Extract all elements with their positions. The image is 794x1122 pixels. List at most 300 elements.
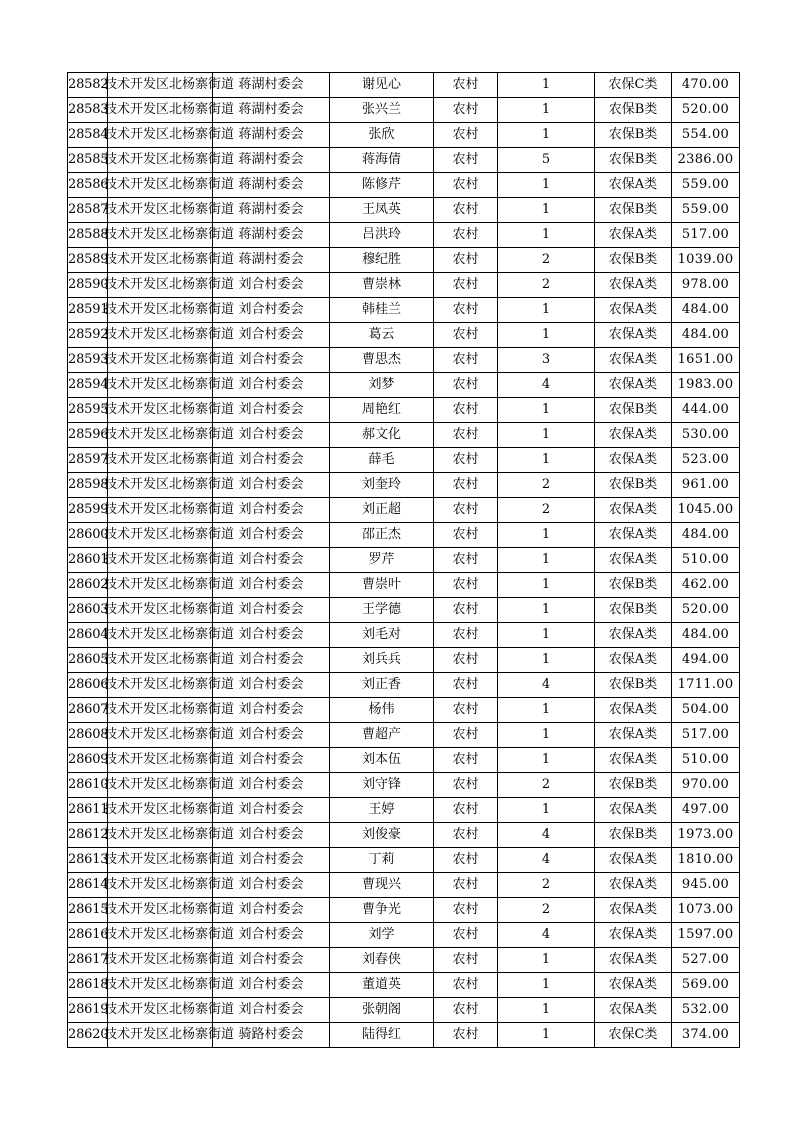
- amount-cell: 510.00: [672, 548, 740, 573]
- amount-cell: 961.00: [672, 473, 740, 498]
- record-id-cell: 28583: [68, 98, 108, 123]
- area-type-cell: 农村: [434, 623, 498, 648]
- record-id-cell: 28620: [68, 1023, 108, 1048]
- amount-cell: 374.00: [672, 1023, 740, 1048]
- member-count-cell: 2: [498, 873, 595, 898]
- member-count-cell: 3: [498, 348, 595, 373]
- town-text: 技术开发区北杨寨街道: [104, 252, 235, 267]
- village-cell: 刘合村委会: [213, 673, 330, 698]
- amount-cell: 1973.00: [672, 823, 740, 848]
- insurance-category-cell: 农保A类: [595, 698, 672, 723]
- village-cell: 刘合村委会: [213, 323, 330, 348]
- town-cell: [104, 373, 235, 398]
- town-text: 技术开发区北杨寨街道: [104, 577, 235, 592]
- person-name-cell: 邵正杰: [330, 523, 434, 548]
- record-id-cell: 28611: [68, 798, 108, 823]
- area-type-cell: 农村: [434, 823, 498, 848]
- insurance-category-cell: 农保B类: [595, 773, 672, 798]
- table-row: [68, 248, 740, 273]
- area-type-cell: 农村: [434, 998, 498, 1023]
- area-type-cell: 农村: [434, 923, 498, 948]
- member-count-cell: 1: [498, 648, 595, 673]
- town-cell: [104, 223, 235, 248]
- person-name-cell: 刘守锋: [330, 773, 434, 798]
- village-cell: 刘合村委会: [213, 698, 330, 723]
- town-cell: [104, 473, 235, 498]
- village-cell: 刘合村委会: [213, 598, 330, 623]
- member-count-cell: 1: [498, 623, 595, 648]
- table-row: [68, 773, 740, 798]
- person-name-cell: 陈修芹: [330, 173, 434, 198]
- amount-cell: 523.00: [672, 448, 740, 473]
- village-cell: 刘合村委会: [213, 523, 330, 548]
- table-row: [68, 273, 740, 298]
- person-name-cell: 丁莉: [330, 848, 434, 873]
- table-body: [68, 73, 740, 1048]
- person-name-cell: 曹现兴: [330, 873, 434, 898]
- table-row: [68, 798, 740, 823]
- insurance-category-cell: 农保A类: [595, 873, 672, 898]
- roster-table: [67, 72, 740, 1048]
- record-id-cell: 28590: [68, 273, 108, 298]
- record-id-cell: 28596: [68, 423, 108, 448]
- area-type-cell: 农村: [434, 198, 498, 223]
- town-text: 技术开发区北杨寨街道: [104, 152, 235, 167]
- record-id-cell: 28601: [68, 548, 108, 573]
- town-cell: [104, 623, 235, 648]
- area-type-cell: 农村: [434, 148, 498, 173]
- town-text: 技术开发区北杨寨街道: [104, 852, 235, 867]
- amount-cell: 520.00: [672, 98, 740, 123]
- person-name-cell: 罗芹: [330, 548, 434, 573]
- insurance-category-cell: 农保B类: [595, 673, 672, 698]
- area-type-cell: 农村: [434, 123, 498, 148]
- insurance-category-cell: 农保A类: [595, 223, 672, 248]
- table-row: [68, 448, 740, 473]
- area-type-cell: 农村: [434, 723, 498, 748]
- town-text: 技术开发区北杨寨街道: [104, 502, 235, 517]
- amount-cell: 1810.00: [672, 848, 740, 873]
- town-cell: [104, 598, 235, 623]
- member-count-cell: 2: [498, 773, 595, 798]
- village-cell: 刘合村委会: [213, 473, 330, 498]
- village-cell: 刘合村委会: [213, 373, 330, 398]
- member-count-cell: 2: [498, 248, 595, 273]
- person-name-cell: 谢见心: [330, 73, 434, 98]
- town-text: 技术开发区北杨寨街道: [104, 1027, 235, 1042]
- amount-cell: 559.00: [672, 173, 740, 198]
- insurance-category-cell: 农保A类: [595, 948, 672, 973]
- town-text: 技术开发区北杨寨街道: [104, 177, 235, 192]
- town-text: 技术开发区北杨寨街道: [104, 552, 235, 567]
- town-cell: [104, 73, 235, 98]
- person-name-cell: 陆得红: [330, 1023, 434, 1048]
- town-text: 技术开发区北杨寨街道: [104, 427, 235, 442]
- town-text: 技术开发区北杨寨街道: [104, 227, 235, 242]
- member-count-cell: 4: [498, 923, 595, 948]
- insurance-category-cell: 农保B类: [595, 823, 672, 848]
- person-name-cell: 蒋海倩: [330, 148, 434, 173]
- record-id-cell: 28584: [68, 123, 108, 148]
- amount-cell: 1039.00: [672, 248, 740, 273]
- amount-cell: 494.00: [672, 648, 740, 673]
- record-id-cell: 28606: [68, 673, 108, 698]
- amount-cell: 497.00: [672, 798, 740, 823]
- person-name-cell: 曹超产: [330, 723, 434, 748]
- town-text: 技术开发区北杨寨街道: [104, 452, 235, 467]
- amount-cell: 484.00: [672, 298, 740, 323]
- member-count-cell: 1: [498, 948, 595, 973]
- member-count-cell: 2: [498, 473, 595, 498]
- insurance-category-cell: 农保B类: [595, 148, 672, 173]
- record-id-cell: 28605: [68, 648, 108, 673]
- town-text: 技术开发区北杨寨街道: [104, 777, 235, 792]
- area-type-cell: 农村: [434, 948, 498, 973]
- table-row: [68, 698, 740, 723]
- record-id-cell: 28585: [68, 148, 108, 173]
- insurance-category-cell: 农保A类: [595, 898, 672, 923]
- town-cell: [104, 648, 235, 673]
- record-id-cell: 28587: [68, 198, 108, 223]
- member-count-cell: 1: [498, 998, 595, 1023]
- table-row: [68, 473, 740, 498]
- area-type-cell: 农村: [434, 423, 498, 448]
- member-count-cell: 1: [498, 448, 595, 473]
- town-cell: [104, 848, 235, 873]
- table-row: [68, 848, 740, 873]
- town-text: 技术开发区北杨寨街道: [104, 377, 235, 392]
- town-text: 技术开发区北杨寨街道: [104, 702, 235, 717]
- person-name-cell: 王学德: [330, 598, 434, 623]
- person-name-cell: 刘春侠: [330, 948, 434, 973]
- person-name-cell: 刘本伍: [330, 748, 434, 773]
- table-row: [68, 623, 740, 648]
- town-cell: [104, 973, 235, 998]
- member-count-cell: 1: [498, 523, 595, 548]
- person-name-cell: 曹争光: [330, 898, 434, 923]
- town-cell: [104, 348, 235, 373]
- record-id-cell: 28602: [68, 573, 108, 598]
- person-name-cell: 董道英: [330, 973, 434, 998]
- village-cell: 刘合村委会: [213, 823, 330, 848]
- area-type-cell: 农村: [434, 273, 498, 298]
- record-id-cell: 28589: [68, 248, 108, 273]
- area-type-cell: 农村: [434, 698, 498, 723]
- town-cell: [104, 923, 235, 948]
- table-row: [68, 598, 740, 623]
- table-row: [68, 223, 740, 248]
- area-type-cell: 农村: [434, 773, 498, 798]
- town-text: 技术开发区北杨寨街道: [104, 902, 235, 917]
- member-count-cell: 1: [498, 598, 595, 623]
- table-row: [68, 73, 740, 98]
- amount-cell: 569.00: [672, 973, 740, 998]
- record-id-cell: 28616: [68, 923, 108, 948]
- person-name-cell: 曹思杰: [330, 348, 434, 373]
- village-cell: 刘合村委会: [213, 973, 330, 998]
- village-cell: 刘合村委会: [213, 948, 330, 973]
- member-count-cell: 1: [498, 698, 595, 723]
- record-id-cell: 28614: [68, 873, 108, 898]
- insurance-category-cell: 农保A类: [595, 623, 672, 648]
- record-id-cell: 28597: [68, 448, 108, 473]
- insurance-category-cell: 农保B类: [595, 248, 672, 273]
- town-text: 技术开发区北杨寨街道: [104, 102, 235, 117]
- record-id-cell: 28598: [68, 473, 108, 498]
- village-cell: 蒋湖村委会: [213, 148, 330, 173]
- insurance-category-cell: 农保A类: [595, 298, 672, 323]
- insurance-category-cell: 农保A类: [595, 323, 672, 348]
- town-cell: [104, 823, 235, 848]
- area-type-cell: 农村: [434, 648, 498, 673]
- village-cell: 刘合村委会: [213, 623, 330, 648]
- area-type-cell: 农村: [434, 298, 498, 323]
- amount-cell: 945.00: [672, 873, 740, 898]
- area-type-cell: 农村: [434, 748, 498, 773]
- record-id-cell: 28593: [68, 348, 108, 373]
- insurance-category-cell: 农保A类: [595, 998, 672, 1023]
- village-cell: 蒋湖村委会: [213, 248, 330, 273]
- town-cell: [104, 548, 235, 573]
- person-name-cell: 刘正超: [330, 498, 434, 523]
- table-row: [68, 648, 740, 673]
- village-cell: 蒋湖村委会: [213, 123, 330, 148]
- insurance-category-cell: 农保A类: [595, 973, 672, 998]
- area-type-cell: 农村: [434, 598, 498, 623]
- member-count-cell: 2: [498, 898, 595, 923]
- insurance-category-cell: 农保A类: [595, 798, 672, 823]
- person-name-cell: 葛云: [330, 323, 434, 348]
- village-cell: 蒋湖村委会: [213, 223, 330, 248]
- member-count-cell: 4: [498, 373, 595, 398]
- insurance-category-cell: 农保A类: [595, 748, 672, 773]
- insurance-category-cell: 农保A类: [595, 848, 672, 873]
- town-text: 技术开发区北杨寨街道: [104, 527, 235, 542]
- record-id-cell: 28615: [68, 898, 108, 923]
- record-id-cell: 28591: [68, 298, 108, 323]
- area-type-cell: 农村: [434, 73, 498, 98]
- town-text: 技术开发区北杨寨街道: [104, 977, 235, 992]
- town-text: 技术开发区北杨寨街道: [104, 327, 235, 342]
- table-row: [68, 348, 740, 373]
- member-count-cell: 2: [498, 273, 595, 298]
- amount-cell: 470.00: [672, 73, 740, 98]
- insurance-category-cell: 农保A类: [595, 348, 672, 373]
- village-cell: 刘合村委会: [213, 448, 330, 473]
- village-cell: 刘合村委会: [213, 498, 330, 523]
- town-cell: [104, 798, 235, 823]
- person-name-cell: 曹崇林: [330, 273, 434, 298]
- amount-cell: 559.00: [672, 198, 740, 223]
- person-name-cell: 刘梦: [330, 373, 434, 398]
- table-row: [68, 723, 740, 748]
- insurance-category-cell: 农保A类: [595, 523, 672, 548]
- person-name-cell: 郝文化: [330, 423, 434, 448]
- town-cell: [104, 698, 235, 723]
- table-row: [68, 973, 740, 998]
- town-text: 技术开发区北杨寨街道: [104, 727, 235, 742]
- village-cell: 刘合村委会: [213, 748, 330, 773]
- town-text: 技术开发区北杨寨街道: [104, 752, 235, 767]
- town-cell: [104, 748, 235, 773]
- town-cell: [104, 723, 235, 748]
- area-type-cell: 农村: [434, 1023, 498, 1048]
- insurance-category-cell: 农保B类: [595, 98, 672, 123]
- town-cell: [104, 248, 235, 273]
- record-id-cell: 28610: [68, 773, 108, 798]
- insurance-category-cell: 农保B类: [595, 198, 672, 223]
- member-count-cell: 4: [498, 848, 595, 873]
- person-name-cell: 刘俊豪: [330, 823, 434, 848]
- member-count-cell: 1: [498, 748, 595, 773]
- member-count-cell: 1: [498, 123, 595, 148]
- town-cell: [104, 423, 235, 448]
- record-id-cell: 28600: [68, 523, 108, 548]
- town-cell: [104, 198, 235, 223]
- town-cell: [104, 948, 235, 973]
- village-cell: 刘合村委会: [213, 423, 330, 448]
- amount-cell: 2386.00: [672, 148, 740, 173]
- person-name-cell: 刘学: [330, 923, 434, 948]
- insurance-category-cell: 农保B类: [595, 123, 672, 148]
- amount-cell: 970.00: [672, 773, 740, 798]
- member-count-cell: 1: [498, 398, 595, 423]
- village-cell: 刘合村委会: [213, 398, 330, 423]
- town-text: 技术开发区北杨寨街道: [104, 952, 235, 967]
- amount-cell: 504.00: [672, 698, 740, 723]
- area-type-cell: 农村: [434, 223, 498, 248]
- town-text: 技术开发区北杨寨街道: [104, 827, 235, 842]
- member-count-cell: 1: [498, 73, 595, 98]
- village-cell: 刘合村委会: [213, 648, 330, 673]
- town-cell: [104, 873, 235, 898]
- amount-cell: 484.00: [672, 323, 740, 348]
- area-type-cell: 农村: [434, 98, 498, 123]
- insurance-category-cell: 农保B类: [595, 473, 672, 498]
- table-row: [68, 573, 740, 598]
- village-cell: 刘合村委会: [213, 998, 330, 1023]
- town-cell: [104, 773, 235, 798]
- person-name-cell: 张朝阁: [330, 998, 434, 1023]
- person-name-cell: 王婷: [330, 798, 434, 823]
- village-cell: 刘合村委会: [213, 923, 330, 948]
- amount-cell: 978.00: [672, 273, 740, 298]
- town-cell: [104, 448, 235, 473]
- insurance-category-cell: 农保A类: [595, 173, 672, 198]
- member-count-cell: 1: [498, 548, 595, 573]
- area-type-cell: 农村: [434, 548, 498, 573]
- table-row: [68, 948, 740, 973]
- insurance-category-cell: 农保A类: [595, 373, 672, 398]
- area-type-cell: 农村: [434, 573, 498, 598]
- table-row: [68, 98, 740, 123]
- table-row: [68, 123, 740, 148]
- person-name-cell: 曹崇叶: [330, 573, 434, 598]
- area-type-cell: 农村: [434, 848, 498, 873]
- record-id-cell: 28608: [68, 723, 108, 748]
- table-row: [68, 873, 740, 898]
- town-cell: [104, 523, 235, 548]
- record-id-cell: 28586: [68, 173, 108, 198]
- person-name-cell: 吕洪玲: [330, 223, 434, 248]
- table-row: [68, 998, 740, 1023]
- amount-cell: 444.00: [672, 398, 740, 423]
- town-text: 技术开发区北杨寨街道: [104, 877, 235, 892]
- member-count-cell: 1: [498, 198, 595, 223]
- member-count-cell: 4: [498, 823, 595, 848]
- village-cell: 刘合村委会: [213, 573, 330, 598]
- member-count-cell: 1: [498, 798, 595, 823]
- record-id-cell: 28592: [68, 323, 108, 348]
- town-cell: [104, 1023, 235, 1048]
- village-cell: 刘合村委会: [213, 773, 330, 798]
- table-row: [68, 523, 740, 548]
- area-type-cell: 农村: [434, 173, 498, 198]
- area-type-cell: 农村: [434, 248, 498, 273]
- area-type-cell: 农村: [434, 898, 498, 923]
- person-name-cell: 王凤英: [330, 198, 434, 223]
- record-id-cell: 28609: [68, 748, 108, 773]
- insurance-category-cell: 农保A类: [595, 648, 672, 673]
- person-name-cell: 张兴兰: [330, 98, 434, 123]
- amount-cell: 484.00: [672, 523, 740, 548]
- town-cell: [104, 298, 235, 323]
- table-row: [68, 373, 740, 398]
- table-row: [68, 148, 740, 173]
- amount-cell: 1597.00: [672, 923, 740, 948]
- amount-cell: 530.00: [672, 423, 740, 448]
- amount-cell: 527.00: [672, 948, 740, 973]
- record-id-cell: 28613: [68, 848, 108, 873]
- area-type-cell: 农村: [434, 373, 498, 398]
- village-cell: 骑路村委会: [213, 1023, 330, 1048]
- town-text: 技术开发区北杨寨街道: [104, 677, 235, 692]
- member-count-cell: 1: [498, 223, 595, 248]
- town-text: 技术开发区北杨寨街道: [104, 352, 235, 367]
- person-name-cell: 周艳红: [330, 398, 434, 423]
- amount-cell: 1983.00: [672, 373, 740, 398]
- member-count-cell: 1: [498, 973, 595, 998]
- member-count-cell: 1: [498, 573, 595, 598]
- record-id-cell: 28594: [68, 373, 108, 398]
- table-row: [68, 673, 740, 698]
- member-count-cell: 1: [498, 298, 595, 323]
- amount-cell: 520.00: [672, 598, 740, 623]
- record-id-cell: 28582: [68, 73, 108, 98]
- member-count-cell: 1: [498, 323, 595, 348]
- town-cell: [104, 173, 235, 198]
- town-cell: [104, 123, 235, 148]
- area-type-cell: 农村: [434, 323, 498, 348]
- record-id-cell: 28619: [68, 998, 108, 1023]
- insurance-category-cell: 农保A类: [595, 273, 672, 298]
- village-cell: 刘合村委会: [213, 348, 330, 373]
- village-cell: 刘合村委会: [213, 898, 330, 923]
- person-name-cell: 韩桂兰: [330, 298, 434, 323]
- town-text: 技术开发区北杨寨街道: [104, 627, 235, 642]
- area-type-cell: 农村: [434, 448, 498, 473]
- table-row: [68, 423, 740, 448]
- town-text: 技术开发区北杨寨街道: [104, 277, 235, 292]
- insurance-category-cell: 农保B类: [595, 573, 672, 598]
- record-id-cell: 28612: [68, 823, 108, 848]
- record-id-cell: 28595: [68, 398, 108, 423]
- area-type-cell: 农村: [434, 398, 498, 423]
- person-name-cell: 刘奎玲: [330, 473, 434, 498]
- town-cell: [104, 673, 235, 698]
- village-cell: 蒋湖村委会: [213, 173, 330, 198]
- member-count-cell: 1: [498, 173, 595, 198]
